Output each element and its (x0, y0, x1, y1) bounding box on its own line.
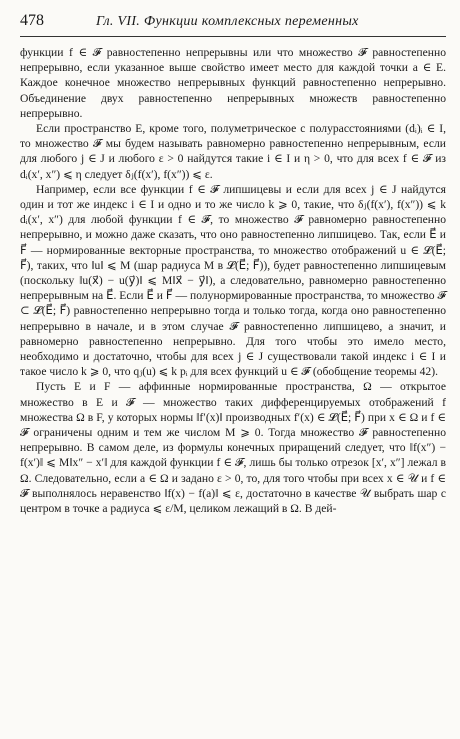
header-rule (20, 36, 446, 37)
paragraph-1: функции f ∈ 𝓕 равностепенно непрерывны или что множество 𝓕 равностепенно непрерывно, если указанное выше свойство имеет место для каждой точки a ∈ E. Каждое конечное множество непрерывных функций равностепенно непрерывно. Объединение двух равностепенно непрерывных множеств равностепенно непрерывно. (20, 46, 446, 120)
paragraph-3: Например, если все функции f ∈ 𝓕 липшицевы и если для всех j ∈ J найдутся один и тот же индекс i ∈ I и одно и то же число k ⩾ 0, такие, что δⱼ(f(x′), f(x″)) ⩽ k dᵢ(x′, x″) для любой функции f ∈ 𝓕, то множество 𝓕 равномерно равностепенно непрерывно, и можно даже сказать, что оно равностепенно липшицево. Так, если E⃗ и F⃗ — нормированные векторные пространства, то множество отображений u ∈ 𝓛(E⃗; F⃗), таких, что ‖u‖ ⩽ M (шар радиуса M в 𝓛(E⃗; F⃗)), будет равностепенно липшицевым (поскольку ‖u(x⃗) − u(y⃗)‖ ⩽ M‖x⃗ − y⃗‖), а следовательно, равномерно равностепенно непрерывным на E⃗. Если E⃗ и F⃗ — полунормированные пространства, то множество 𝓕 ⊂ 𝓛(E⃗; F⃗) равностепенно непрерывно тогда и только тогда, когда оно равностепенно непрерывно в начале, и в этом случае 𝓕 равностепенно липшицево, а значит, и равномерно равностепенно непрерывно. Для того чтобы это имело место, необходимо и достаточно, чтобы для всех j ∈ J существовали такой индекс i ∈ I и такое число k ⩾ 0, что qⱼ(u) ⩽ k pᵢ для всех функций u ∈ 𝓕 (обобщение теоремы 42). (20, 182, 446, 379)
page-body (20, 45, 446, 516)
paragraph-2: Если пространство E, кроме того, полуметрическое с полурасстояниями (dᵢ)ᵢ ∈ I, то множество 𝓕 мы будем называть равномерно равностепенно непрерывным, если для любого j ∈ J и любого ε > 0 найдутся такие i ∈ I и η > 0, что для всех f ∈ 𝓕 из dᵢ(x′, x″) ⩽ η следует δⱼ(f(x′), f(x″)) ⩽ ε. (20, 122, 446, 181)
page-header (20, 12, 446, 31)
page-number: 478 (20, 12, 44, 29)
running-title: Гл. VII. Функции комплексных переменных (96, 14, 359, 29)
paragraph-4: Пусть E и F — аффинные нормированные пространства, Ω — открытое множество в E и 𝓕 — множество таких дифференцируемых отображений f множества Ω в F, у которых нормы ‖f′(x)‖ производных f′(x) ∈ 𝓛(E⃗; F⃗) при x ∈ Ω и f ∈ 𝓕 ограничены одним и тем же числом M ⩾ 0. Тогда множество 𝓕 равностепенно непрерывно. В самом деле, из формулы конечных приращений следует, что ‖f(x″) − f(x′)‖ ⩽ M‖x″ − x′‖ для каждой функции f ∈ 𝓕, лишь бы только отрезок [x′, x″] лежал в Ω. Следовательно, если a ∈ Ω и задано ε > 0, то, для того чтобы при всех x ∈ 𝒰 и f ∈ 𝓕 выполнялось неравенство ‖f(x) − f(a)‖ ⩽ ε, достаточно в качестве 𝒰 выбрать шар с центром в точке a радиуса ⩽ ε/M, целиком лежащий в Ω. В дей- (20, 380, 446, 516)
